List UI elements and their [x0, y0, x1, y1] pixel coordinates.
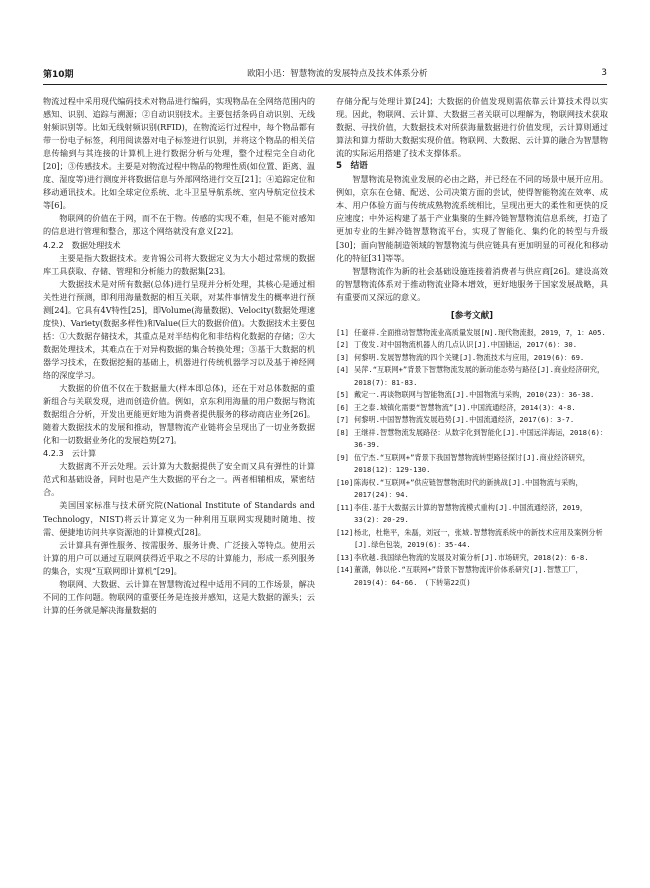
reference-item [336, 402, 608, 415]
header-rule [43, 84, 607, 85]
reference-text: 陈海权.“互联网+”供应链智慧物流时代的新挑战[J].中国物流与采购，2017(24)：94. [354, 477, 583, 500]
reference-item [336, 414, 608, 427]
references-heading: [参考文献] [450, 310, 494, 321]
running-title: 欧阳小迅：智慧物流的发展特点及技术体系分析 [247, 69, 428, 79]
issue-number: 第10期 [43, 69, 74, 80]
reference-number: [10] [336, 477, 354, 487]
paragraph: 智慧物流作为新的社会基础设施连接着消费者与供应商[26]。建设高效的智慧物流体系对于推动物流业降本增效，更好地服务于国家发展战略，具有重要而又深远的意义。 [336, 265, 608, 302]
reference-item [336, 339, 608, 352]
reference-number: [9] [336, 452, 349, 462]
reference-number: [11] [336, 502, 354, 512]
paragraph: 主要是指大数据技术。麦肯锡公司将大数据定义为大小超过常规的数据库工具获取、存储、管理和分析能力的数据集[23]。 [43, 252, 315, 276]
paragraph: 物联网、大数据、云计算在智慧物流过程中适用不同的工作场景，解决不同的工作问题。物联网的重要任务是连接并感知，这是大数据的源头；云计算的任务就是解决海量数据的 [43, 578, 315, 615]
paragraph: 云计算具有弹性服务、按需服务、服务计费、广泛接入等特点。使用云计算的用户可以通过互联网获得近乎取之不尽的计算能力，形成一系列服务的集合，实现“互联网即计算机”[29]。 [43, 539, 315, 576]
paragraph: 大数据技术是对所有数据(总体)进行呈现并分析处理，其核心是通过相关性进行预测，即利用海量数据的相互关联，对某件事情发生的概率进行预测[24]。它具有4V特性[25]，即Volume(海量数据)、Velocity(数据处理速度快)、Variety(数据多样性)和Value(巨大的数据价值)。大数据技术主要包括：①大数据存储技术，其重点是对半结构化和非结构化数据的存储；②大数据处理技术，其难点在于对异构数据的集合转换处理；③基于大数据的机器学习技术，在数据挖掘的基础上，机器进行传统机器学习以及基于神经网络的深度学习。 [43, 278, 315, 380]
reference-item [336, 352, 608, 365]
reference-text: 伍宁杰.“互联网+”背景下我国智慧物流转型路径探讨[J].商业经济研究，2018(12)：129-130. [354, 452, 590, 475]
reference-number: [12] [336, 527, 354, 537]
reference-item [336, 477, 608, 502]
reference-item [336, 552, 608, 565]
reference-item [336, 502, 608, 527]
paragraph: 大数据离不开云处理。云计算为大数据提供了安全而又具有弹性的计算范式和基础设备，同时也是产生大数据的平台之一。两者相辅相成，紧密结合。 [43, 461, 315, 498]
reference-number: [7] [336, 415, 349, 425]
reference-number: [5] [336, 390, 349, 400]
reference-item [336, 427, 608, 452]
paragraph: 物流过程中采用现代编码技术对物品进行编码，实现物品在全网络范围内的感知、识别、追踪与溯源；②自动识别技术。主要包括条码自动识别、无线射频识别等。比如无线射频识别(RFID)，在物流运行过程中，每个物品都有带一份电子标签，利用阅读器对电子标签进行识别，并将这个物品的相关信息传输到与其连接的计算机上进行数据分析与处理，整个过程完全自动化[20]；③传感技术。主要是对物流过程中物品的物理性质(如位置、距离、温度、湿度等)进行测度并将数据信息与外部网络进行交互[21]；④追踪定位和移动通讯技术。比如全球定位系统、北斗卫星导航系统、室内导航定位技术等[6]。 [43, 96, 315, 211]
reference-number: [13] [336, 552, 354, 562]
reference-text: 何黎明.发展智慧物流的四个关键[J].物流技术与应用，2019(6)：69. [354, 352, 585, 362]
reference-item [336, 327, 608, 340]
reference-list [336, 327, 608, 590]
page-header [43, 65, 607, 81]
section-heading-4-2-2: 4.2.2 数据处理技术 [43, 239, 121, 250]
reference-item [336, 452, 608, 477]
reference-number: [8] [336, 427, 349, 437]
section-heading-4-2-3: 4.2.3 云计算 [43, 448, 97, 459]
paragraph: 美国国家标准与技术研究院(National Institute of Standards and Technology，NIST)将云计算定义为一种利用互联网实现随时随地、按需、便捷地访问共享资源池的计算模式[28]。 [43, 500, 315, 537]
reference-text: 王继祥.智慧物流发展路径：从数字化到智能化[J].中国远洋海运，2018(6)：36-39. [354, 427, 608, 450]
paragraph: 物联网的价值在于网，而不在于物。传感的实现不难，但是不能对感知的信息进行管理和整合，那这个网络就没有意义[22]。 [43, 213, 315, 237]
reference-number: [6] [336, 402, 349, 412]
reference-item [336, 527, 608, 552]
reference-number: [14] [336, 565, 354, 575]
paragraph: 智慧物流是物流业发展的必由之路，并已经在不同的场景中展开应用。例如，京东在仓储、配送、公司决策方面的尝试，使得智能物流在效率、成本、用户体验方面与传统成熟物流系统相比，呈现出更大的柔性和更快的反应速度；中外运构建了基于产业集聚的生鲜冷链智慧物流信息系统，打造了更加专业的生鲜冷链智慧物流平台，实现了智能化、集约化的转型与升级[30]；面向智能制造领域的智慧物流与供应链具有更加明显的可视化和移动化的特征[31]等等。 [336, 174, 608, 263]
reference-item [336, 389, 608, 402]
reference-text: 王之泰.城镇化需要“智慧物流”[J].中国流通经济，2014(3)：4-8. [354, 402, 576, 412]
reference-text: 何黎明.中国智慧物流发展趋势[J].中国流通经济，2017(6)：3-7. [354, 415, 575, 425]
reference-item [336, 564, 608, 589]
reference-text: 戴定一.再谈物联网与智能物流[J].中国物流与采购，2010(23)：36-38. [354, 390, 595, 400]
paragraph: 存储分配与处理计算[24]；大数据的价值发现则需依靠云计算技术得以实现。因此，物联网、云计算、大数据三者关联可以理解为，物联网技术获取数据、寻找价值，大数据技术对所获海量数据进行价值发现，云计算则通过算法和算力帮助大数据实现价值。物联网、大数据、云计算的融合为智慧物流的实际运用搭建了技术支撑体系。 [336, 96, 608, 159]
reference-number: [1] [336, 327, 349, 337]
reference-text: 杨北，杜艳平，朱磊，刘冠一，张城.智慧物流系统中的新技术应用及案例分析[J].绿色包装，2019(6)：35-44. [354, 527, 603, 550]
reference-text: 丁俊发.对中国物流机器人的几点认识[J].中国储运，2017(6)：30. [354, 340, 578, 350]
reference-text: 李佳.基于大数据云计算的智慧物流模式重构[J].中国流通经济，2019，33(2)：20-29. [354, 502, 588, 525]
reference-item [336, 364, 608, 389]
section-heading-5: 5 结语 [336, 161, 368, 172]
reference-number: [3] [336, 352, 349, 362]
paragraph: 大数据的价值不仅在于数据量大(样本即总体)，还在于对总体数据的重新组合与关联发现，进而创造价值。例如，京东利用海量的用户数据与物流数据组合分析，开发出更能更好地为消费者提供服务的移动商店业务[26]。随着大数据技术的发展和推动，智慧物流产业链将会呈现出了一切业务数据化和一切数据业务化的发展趋势[27]。 [43, 383, 315, 446]
reference-text: 任豪祥.全面推动智慧物流业高质量发展[N].现代物流报，2019，7，1：A05. [354, 327, 606, 337]
left-column [43, 95, 315, 617]
reference-number: [2] [336, 340, 349, 350]
right-column [336, 95, 608, 589]
reference-number: [4] [336, 365, 349, 375]
reference-text: 吴萍.“互联网+”背景下智慧物流发展的新动能态势与路径[J].商业经济研究，2018(7)：81-83. [354, 365, 605, 387]
page-number: 3 [601, 68, 607, 78]
reference-text: 董潇，韩以伦.“互联网+”背景下智慧物流评价体系研究[J].智慧工厂，2019(4)：64-66. (下转第22页) [354, 565, 583, 587]
reference-text: 李欣越.我国绿色物流的发展及对策分析[J].市场研究，2018(2)：6-8. [354, 552, 589, 562]
